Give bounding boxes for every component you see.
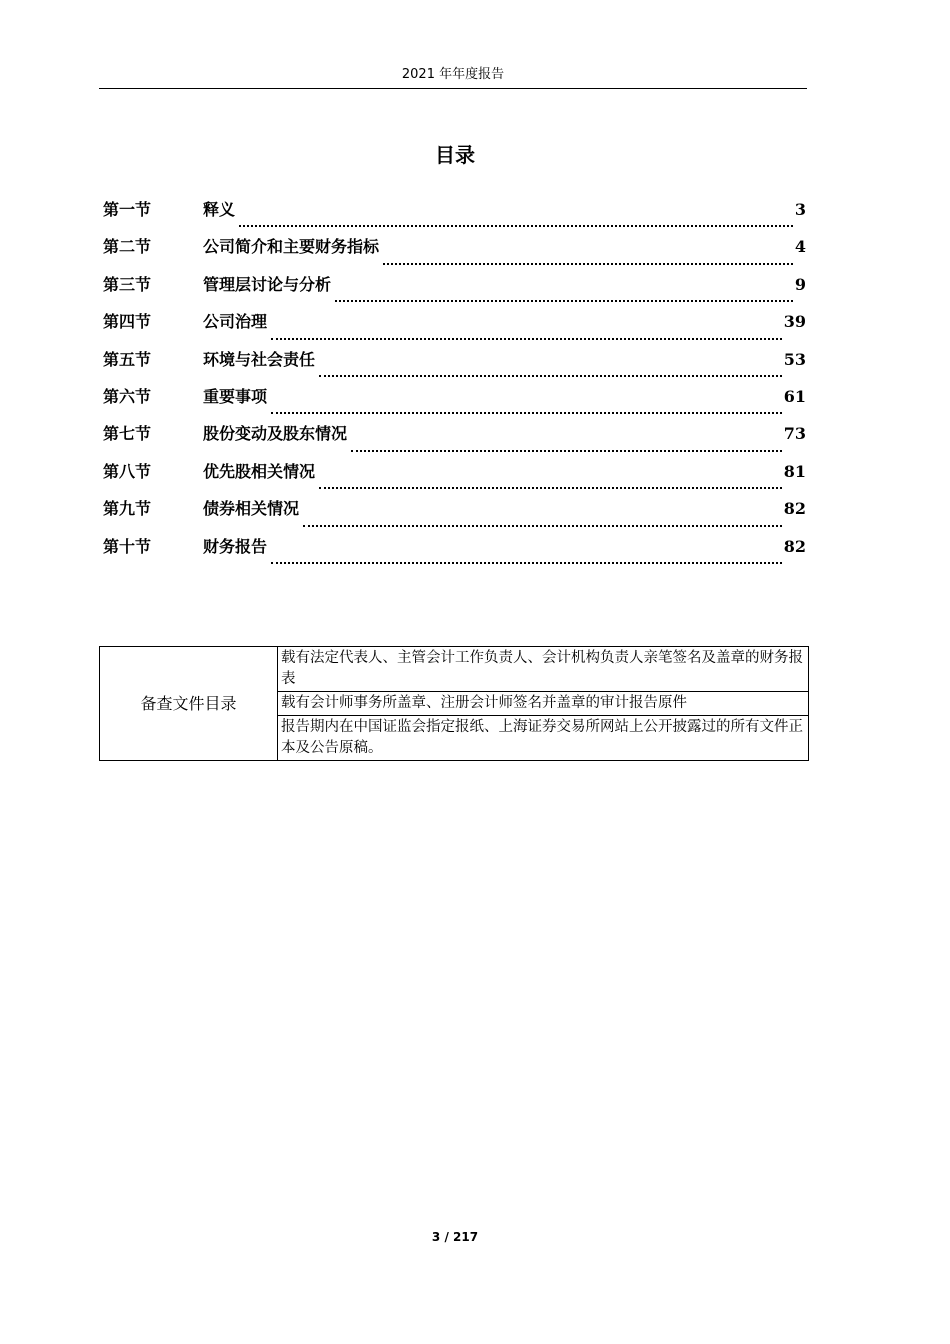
toc-page-number: 4 (794, 237, 806, 257)
toc-dot-leader (335, 300, 793, 302)
page-header (99, 66, 807, 89)
page-footer (0, 1228, 910, 1246)
toc-section-name: 管理层讨论与分析 (203, 274, 332, 294)
toc-item[interactable] (103, 234, 806, 271)
reference-documents-table (99, 646, 809, 761)
toc-section-name: 重要事项 (203, 386, 268, 406)
toc-section-number: 第三节 (103, 274, 152, 294)
toc-section-name: 债券相关情况 (203, 499, 300, 519)
toc-page-number: 82 (783, 536, 806, 556)
toc-section-name: 释义 (203, 200, 236, 219)
page-indicator: 3 / 217 (431, 1230, 479, 1244)
toc-page-number: 73 (783, 424, 806, 444)
toc-page-number: 53 (783, 349, 806, 369)
toc-section-number: 第十节 (103, 536, 152, 556)
toc-item[interactable] (103, 384, 806, 421)
toc-dot-leader (303, 525, 782, 527)
toc-section-name: 股份变动及股东情况 (203, 424, 348, 444)
toc-item[interactable] (103, 197, 806, 234)
toc-item[interactable] (103, 272, 806, 309)
toc-page-number: 61 (783, 386, 806, 406)
table-row (100, 647, 809, 692)
toc-section-name: 优先股相关情况 (203, 461, 316, 481)
toc-dot-leader (383, 263, 793, 265)
toc-dot-leader (319, 375, 782, 377)
toc-section-name: 财务报告 (203, 536, 268, 556)
toc-section-number: 第二节 (103, 237, 152, 257)
toc-section-number: 第一节 (103, 200, 152, 219)
toc-section-number: 第八节 (103, 461, 152, 481)
toc-page-number: 3 (794, 200, 806, 219)
toc-dot-leader (271, 412, 782, 414)
toc-section-number: 第九节 (103, 499, 152, 519)
toc-page-number: 39 (783, 312, 806, 332)
toc-section-name: 环境与社会责任 (203, 349, 316, 369)
toc-dot-leader (271, 562, 782, 564)
toc-item[interactable] (103, 421, 806, 458)
reference-document-item: 报告期内在中国证监会指定报纸、上海证券交易所网站上公开披露过的所有文件正本及公告原稿。 (278, 716, 809, 761)
toc-section-number: 第七节 (103, 424, 152, 444)
toc-title: 目录 (435, 143, 475, 167)
toc-item[interactable] (103, 459, 806, 496)
reference-document-item: 载有法定代表人、主管会计工作负责人、会计机构负责人亲笔签名及盖章的财务报表 (278, 647, 809, 692)
table-of-contents (103, 197, 806, 571)
toc-section-number: 第四节 (103, 312, 152, 332)
toc-item[interactable] (103, 534, 806, 571)
toc-dot-leader (239, 225, 793, 227)
toc-item[interactable] (103, 347, 806, 384)
toc-item[interactable] (103, 496, 806, 533)
toc-section-number: 第六节 (103, 386, 152, 406)
toc-section-name: 公司治理 (203, 312, 268, 332)
toc-section-name: 公司简介和主要财务指标 (203, 237, 380, 257)
toc-dot-leader (319, 487, 782, 489)
toc-page-number: 82 (783, 499, 806, 519)
toc-section-number: 第五节 (103, 349, 152, 369)
toc-item[interactable] (103, 309, 806, 346)
toc-dot-leader (351, 450, 782, 452)
toc-dot-leader (271, 338, 782, 340)
reference-document-item: 载有会计师事务所盖章、注册会计师签名并盖章的审计报告原件 (278, 692, 809, 716)
toc-page-number: 9 (794, 274, 806, 294)
reference-documents-label: 备查文件目录 (100, 647, 278, 761)
toc-page-number: 81 (783, 461, 806, 481)
report-title: 2021 年年度报告 (401, 67, 505, 82)
